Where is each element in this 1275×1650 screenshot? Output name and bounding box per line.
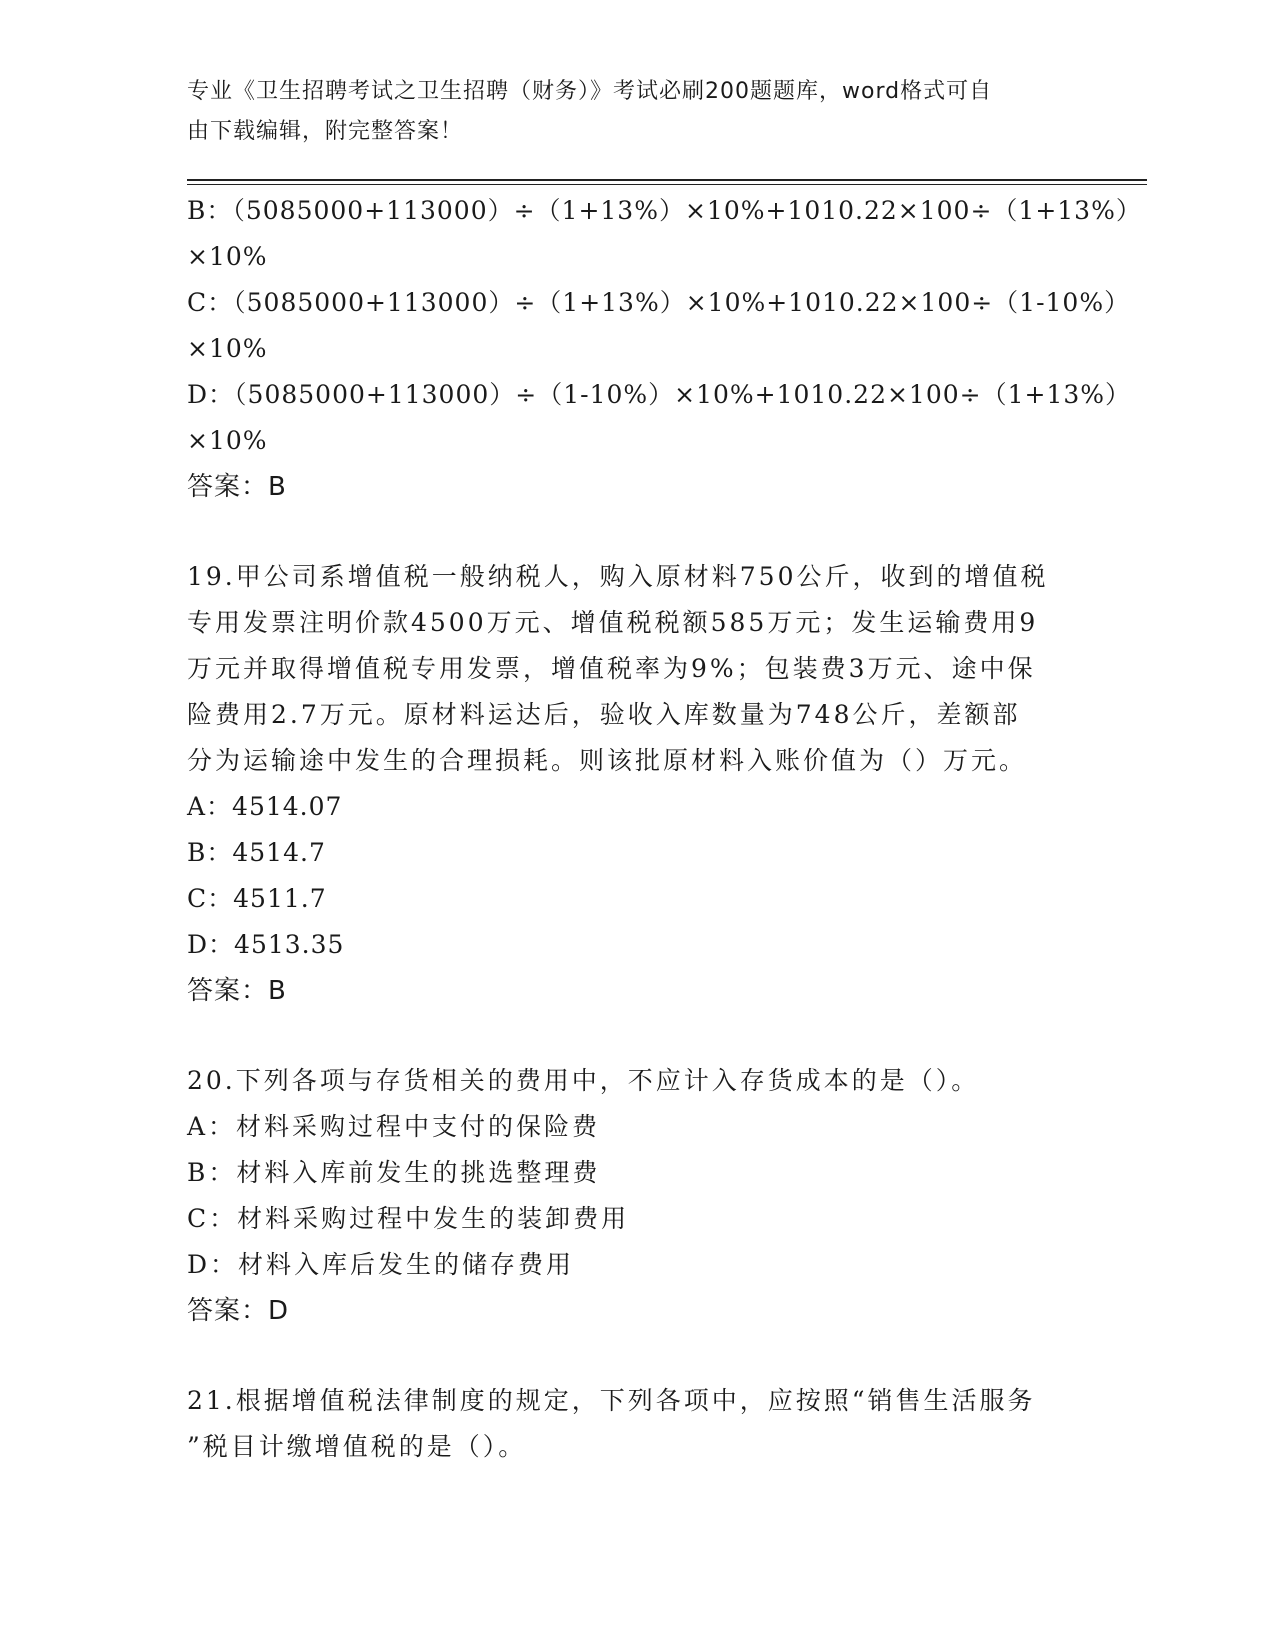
question-stem-line: 19.甲公司系增值税一般纳税人，购入原材料750公斤，收到的增值税 (187, 562, 1049, 591)
answer: 答案：B (187, 976, 287, 1006)
answer: 答案：B (187, 472, 287, 502)
option-d: D：（5085000+113000）÷（1-10%）×10%+1010.22×100÷（1+13%） (187, 380, 1132, 409)
option-c: C：材料采购过程中发生的装卸费用 (187, 1204, 630, 1233)
option-d-continued: ×10% (187, 426, 268, 455)
option-a: A：材料采购过程中支付的保险费 (187, 1112, 601, 1141)
header-rule-thick (187, 179, 1147, 181)
option-d: D：材料入库后发生的储存费用 (187, 1250, 575, 1279)
question-20 (187, 1058, 1087, 1334)
question-21 (187, 1378, 1087, 1470)
option-a: A：4514.07 (187, 792, 343, 821)
question-stem-line: 20.下列各项与存货相关的费用中，不应计入存货成本的是（）。 (187, 1066, 980, 1095)
question-stem-line: 险费用2.7万元。原材料运达后，验收入库数量为748公斤，差额部 (187, 700, 1021, 729)
header-line-1: 专业《卫生招聘考试之卫生招聘（财务）》考试必刷200题题库，word格式可自 (187, 79, 993, 104)
question-stem-line: 专用发票注明价款4500万元、增值税税额585万元；发生运输费用9 (187, 608, 1039, 637)
question-19 (187, 554, 1087, 1014)
option-b: B：4514.7 (187, 838, 326, 867)
page-header (187, 72, 1067, 152)
question-list (187, 188, 1142, 1470)
question-18 (187, 188, 1142, 510)
option-d: D：4513.35 (187, 930, 345, 959)
answer: 答案：D (187, 1296, 290, 1326)
option-b: B：（5085000+113000）÷（1+13%）×10%+1010.22×100÷（1+13%） (187, 196, 1142, 225)
option-c-continued: ×10% (187, 334, 268, 363)
question-stem-line: 21.根据增值税法律制度的规定，下列各项中，应按照“销售生活服务 (187, 1386, 1036, 1415)
option-b: B：材料入库前发生的挑选整理费 (187, 1158, 601, 1187)
question-stem-line: ”税目计缴增值税的是（）。 (187, 1432, 527, 1461)
option-b-continued: ×10% (187, 242, 268, 271)
header-line-2: 由下载编辑，附完整答案！ (187, 119, 464, 144)
question-stem-line: 万元并取得增值税专用发票，增值税率为9%；包装费3万元、途中保 (187, 654, 1036, 683)
question-stem-line: 分为运输途中发生的合理损耗。则该批原材料入账价值为（）万元。 (187, 746, 1028, 775)
option-c: C：4511.7 (187, 884, 327, 913)
option-c: C：（5085000+113000）÷（1+13%）×10%+1010.22×100÷（1-10%） (187, 288, 1131, 317)
header-rule-thin (187, 184, 1147, 185)
